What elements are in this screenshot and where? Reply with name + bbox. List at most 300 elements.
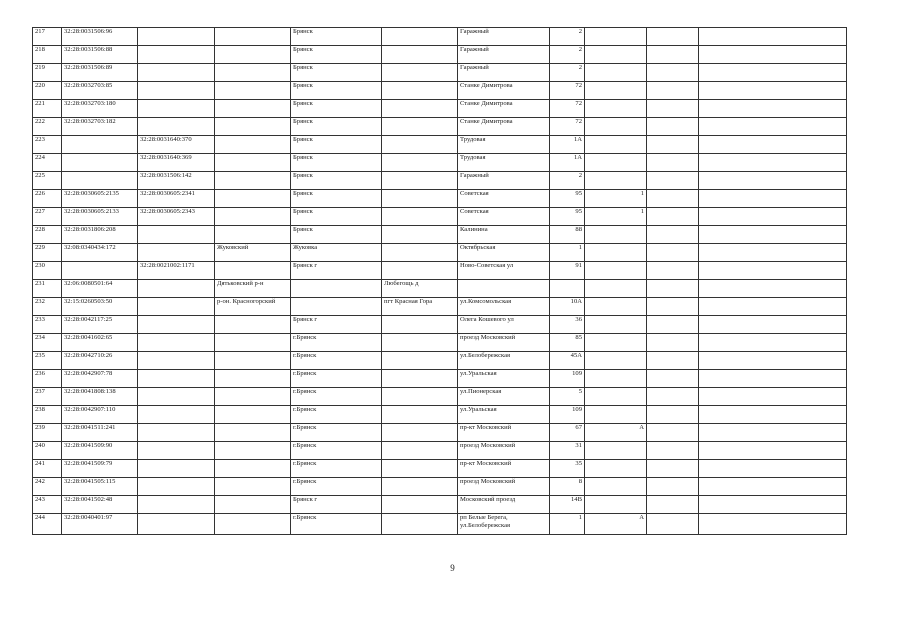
cadastral-number-cell: 32:28:0041505:115 <box>62 478 138 496</box>
letter-cell <box>647 370 699 388</box>
secondary-cadastral-cell <box>138 64 215 82</box>
secondary-cadastral-cell <box>138 280 215 298</box>
table-row <box>33 208 847 226</box>
table-row <box>33 460 847 478</box>
extra-cell <box>699 244 847 262</box>
street-cell: Гаражный <box>458 64 550 82</box>
letter-cell <box>647 136 699 154</box>
cadastral-number-cell <box>62 172 138 190</box>
house-number-cell: 91 <box>550 262 585 280</box>
table-row <box>33 244 847 262</box>
district-cell <box>215 334 291 352</box>
district-cell <box>215 460 291 478</box>
table-row <box>33 298 847 316</box>
city-cell: Брянск <box>291 172 382 190</box>
extra-cell <box>699 406 847 424</box>
district-cell <box>215 226 291 244</box>
street-cell: Октябрьская <box>458 244 550 262</box>
district-cell <box>215 118 291 136</box>
extra-cell <box>699 208 847 226</box>
extra-cell <box>699 28 847 46</box>
extra-cell <box>699 334 847 352</box>
building-cell: 1 <box>585 208 647 226</box>
table-row <box>33 496 847 514</box>
house-number-cell: 1А <box>550 136 585 154</box>
extra-cell <box>699 100 847 118</box>
table-row <box>33 388 847 406</box>
letter-cell <box>647 172 699 190</box>
table-row <box>33 424 847 442</box>
table-row <box>33 190 847 208</box>
settlement-cell <box>382 64 458 82</box>
letter-cell <box>647 316 699 334</box>
letter-cell <box>647 208 699 226</box>
letter-cell <box>647 460 699 478</box>
house-number-cell: 5 <box>550 388 585 406</box>
city-cell: Брянск <box>291 82 382 100</box>
district-cell <box>215 154 291 172</box>
cadastral-number-cell: 32:28:0042907:78 <box>62 370 138 388</box>
building-cell <box>585 370 647 388</box>
house-number-cell <box>550 280 585 298</box>
table-row <box>33 406 847 424</box>
house-number-cell: 2 <box>550 28 585 46</box>
city-cell <box>291 298 382 316</box>
secondary-cadastral-cell <box>138 460 215 478</box>
letter-cell <box>647 262 699 280</box>
house-number-cell: 1 <box>550 244 585 262</box>
cadastral-number-cell: 32:28:0031506:88 <box>62 46 138 64</box>
city-cell: Брянск <box>291 118 382 136</box>
cadastral-number-cell: 32:28:0042710:26 <box>62 352 138 370</box>
row-number-cell: 222 <box>33 118 62 136</box>
settlement-cell <box>382 154 458 172</box>
building-cell <box>585 64 647 82</box>
secondary-cadastral-cell <box>138 514 215 535</box>
city-cell: Брянск <box>291 28 382 46</box>
building-cell <box>585 316 647 334</box>
building-cell <box>585 280 647 298</box>
row-number-cell: 237 <box>33 388 62 406</box>
extra-cell <box>699 388 847 406</box>
city-cell <box>291 280 382 298</box>
district-cell <box>215 208 291 226</box>
secondary-cadastral-cell <box>138 118 215 136</box>
row-number-cell: 236 <box>33 370 62 388</box>
house-number-cell: 95 <box>550 190 585 208</box>
city-cell: г.Брянск <box>291 514 382 535</box>
row-number-cell: 229 <box>33 244 62 262</box>
cadastral-number-cell: 32:08:0340434:172 <box>62 244 138 262</box>
district-cell <box>215 370 291 388</box>
table-row <box>33 64 847 82</box>
cadastral-number-cell: 32:28:0041808:138 <box>62 388 138 406</box>
cadastral-number-cell: 32:28:0031806:208 <box>62 226 138 244</box>
row-number-cell: 244 <box>33 514 62 535</box>
extra-cell <box>699 280 847 298</box>
building-cell <box>585 262 647 280</box>
table-row <box>33 478 847 496</box>
house-number-cell: 2 <box>550 172 585 190</box>
settlement-cell <box>382 136 458 154</box>
secondary-cadastral-cell <box>138 244 215 262</box>
extra-cell <box>699 64 847 82</box>
settlement-cell <box>382 316 458 334</box>
table-row <box>33 442 847 460</box>
city-cell: Жуковка <box>291 244 382 262</box>
street-cell: Гаражный <box>458 46 550 64</box>
extra-cell <box>699 262 847 280</box>
cadastral-number-cell: 32:28:0032703:85 <box>62 82 138 100</box>
table-row <box>33 82 847 100</box>
street-cell: пр-кт Московский <box>458 460 550 478</box>
house-number-cell: 1 <box>550 514 585 535</box>
building-cell <box>585 100 647 118</box>
city-cell: Брянск г <box>291 262 382 280</box>
secondary-cadastral-cell <box>138 298 215 316</box>
house-number-cell: 35 <box>550 460 585 478</box>
cadastral-number-cell <box>62 262 138 280</box>
settlement-cell <box>382 172 458 190</box>
street-cell: Гаражный <box>458 172 550 190</box>
district-cell <box>215 442 291 460</box>
table-row <box>33 280 847 298</box>
district-cell <box>215 82 291 100</box>
cadastral-number-cell: 32:28:0040401:97 <box>62 514 138 535</box>
letter-cell <box>647 82 699 100</box>
district-cell <box>215 28 291 46</box>
table-row <box>33 316 847 334</box>
settlement-cell <box>382 424 458 442</box>
house-number-cell: 2 <box>550 64 585 82</box>
letter-cell <box>647 334 699 352</box>
settlement-cell <box>382 82 458 100</box>
secondary-cadastral-cell: 32:28:0030605:2343 <box>138 208 215 226</box>
settlement-cell <box>382 334 458 352</box>
extra-cell <box>699 82 847 100</box>
letter-cell <box>647 46 699 64</box>
table-row <box>33 352 847 370</box>
street-cell: ул.Белобережская <box>458 352 550 370</box>
city-cell: Брянск г <box>291 496 382 514</box>
street-cell: Трудовая <box>458 154 550 172</box>
district-cell <box>215 388 291 406</box>
settlement-cell <box>382 190 458 208</box>
settlement-cell: Любегощь д <box>382 280 458 298</box>
row-number-cell: 223 <box>33 136 62 154</box>
cadastral-number-cell: 32:28:0042907:110 <box>62 406 138 424</box>
letter-cell <box>647 280 699 298</box>
district-cell <box>215 478 291 496</box>
district-cell <box>215 262 291 280</box>
letter-cell <box>647 100 699 118</box>
row-number-cell: 233 <box>33 316 62 334</box>
street-cell: Трудовая <box>458 136 550 154</box>
street-cell: ул.Пионерская <box>458 388 550 406</box>
city-cell: Брянск <box>291 100 382 118</box>
cadastral-number-cell: 32:28:0041602:65 <box>62 334 138 352</box>
settlement-cell <box>382 118 458 136</box>
settlement-cell <box>382 262 458 280</box>
secondary-cadastral-cell: 32:28:0021002:1171 <box>138 262 215 280</box>
secondary-cadastral-cell <box>138 100 215 118</box>
building-cell <box>585 478 647 496</box>
settlement-cell <box>382 226 458 244</box>
district-cell <box>215 190 291 208</box>
city-cell: Брянск <box>291 64 382 82</box>
letter-cell <box>647 406 699 424</box>
secondary-cadastral-cell: 32:28:0031506:142 <box>138 172 215 190</box>
house-number-cell: 109 <box>550 370 585 388</box>
district-cell <box>215 424 291 442</box>
row-number-cell: 221 <box>33 100 62 118</box>
cadastral-number-cell: 32:28:0042117:25 <box>62 316 138 334</box>
cadastral-number-cell: 32:28:0031506:96 <box>62 28 138 46</box>
city-cell: Брянск <box>291 46 382 64</box>
street-cell: ул.Уральская <box>458 406 550 424</box>
building-cell <box>585 82 647 100</box>
secondary-cadastral-cell <box>138 406 215 424</box>
district-cell: Дятьковский р-н <box>215 280 291 298</box>
street-cell <box>458 280 550 298</box>
house-number-cell: 72 <box>550 118 585 136</box>
city-cell: г.Брянск <box>291 388 382 406</box>
row-number-cell: 226 <box>33 190 62 208</box>
table-row <box>33 262 847 280</box>
letter-cell <box>647 28 699 46</box>
house-number-cell: 95 <box>550 208 585 226</box>
cadastral-number-cell: 32:28:0041511:241 <box>62 424 138 442</box>
settlement-cell <box>382 514 458 535</box>
street-cell: пр-кт Московский <box>458 424 550 442</box>
building-cell <box>585 136 647 154</box>
extra-cell <box>699 154 847 172</box>
extra-cell <box>699 424 847 442</box>
row-number-cell: 234 <box>33 334 62 352</box>
letter-cell <box>647 352 699 370</box>
extra-cell <box>699 370 847 388</box>
row-number-cell: 240 <box>33 442 62 460</box>
secondary-cadastral-cell: 32:28:0031640:370 <box>138 136 215 154</box>
row-number-cell: 231 <box>33 280 62 298</box>
city-cell: г.Брянск <box>291 352 382 370</box>
page-number: 9 <box>450 563 455 573</box>
house-number-cell: 1А <box>550 154 585 172</box>
street-cell: Ново-Советская ул <box>458 262 550 280</box>
district-cell <box>215 136 291 154</box>
district-cell: р-он. Красногорский <box>215 298 291 316</box>
house-number-cell: 45А <box>550 352 585 370</box>
street-cell: Станке Димитрова <box>458 100 550 118</box>
letter-cell <box>647 478 699 496</box>
settlement-cell <box>382 46 458 64</box>
house-number-cell: 85 <box>550 334 585 352</box>
letter-cell <box>647 298 699 316</box>
table-row <box>33 514 847 535</box>
secondary-cadastral-cell <box>138 334 215 352</box>
street-cell: проезд Московский <box>458 442 550 460</box>
house-number-cell: 2 <box>550 46 585 64</box>
building-cell <box>585 406 647 424</box>
secondary-cadastral-cell: 32:28:0031640:369 <box>138 154 215 172</box>
row-number-cell: 239 <box>33 424 62 442</box>
city-cell: г.Брянск <box>291 442 382 460</box>
table-row <box>33 28 847 46</box>
building-cell: А <box>585 514 647 535</box>
secondary-cadastral-cell <box>138 388 215 406</box>
extra-cell <box>699 478 847 496</box>
extra-cell <box>699 118 847 136</box>
district-cell <box>215 172 291 190</box>
district-cell <box>215 352 291 370</box>
street-cell: проезд Московский <box>458 478 550 496</box>
settlement-cell <box>382 244 458 262</box>
secondary-cadastral-cell <box>138 424 215 442</box>
district-cell <box>215 316 291 334</box>
city-cell: г.Брянск <box>291 424 382 442</box>
city-cell: Брянск <box>291 136 382 154</box>
district-cell <box>215 100 291 118</box>
district-cell <box>215 406 291 424</box>
cadastral-number-cell: 32:28:0041502:48 <box>62 496 138 514</box>
house-number-cell: 109 <box>550 406 585 424</box>
table-row <box>33 46 847 64</box>
letter-cell <box>647 244 699 262</box>
street-cell: Гаражный <box>458 28 550 46</box>
row-number-cell: 232 <box>33 298 62 316</box>
building-cell: А <box>585 424 647 442</box>
letter-cell <box>647 442 699 460</box>
secondary-cadastral-cell <box>138 352 215 370</box>
building-cell <box>585 46 647 64</box>
row-number-cell: 238 <box>33 406 62 424</box>
secondary-cadastral-cell: 32:28:0030605:2341 <box>138 190 215 208</box>
house-number-cell: 14В <box>550 496 585 514</box>
cadastral-number-cell: 32:15:0260503:50 <box>62 298 138 316</box>
settlement-cell <box>382 442 458 460</box>
house-number-cell: 31 <box>550 442 585 460</box>
letter-cell <box>647 190 699 208</box>
row-number-cell: 218 <box>33 46 62 64</box>
house-number-cell: 88 <box>550 226 585 244</box>
row-number-cell: 219 <box>33 64 62 82</box>
building-cell <box>585 244 647 262</box>
building-cell <box>585 460 647 478</box>
cadastral-number-cell: 32:06:0080501:64 <box>62 280 138 298</box>
cadastral-number-cell: 32:28:0030605:2133 <box>62 208 138 226</box>
street-cell: Московский проезд <box>458 496 550 514</box>
building-cell <box>585 118 647 136</box>
letter-cell <box>647 496 699 514</box>
extra-cell <box>699 46 847 64</box>
street-cell: Советская <box>458 208 550 226</box>
settlement-cell <box>382 352 458 370</box>
house-number-cell: 72 <box>550 100 585 118</box>
extra-cell <box>699 190 847 208</box>
cadastral-number-cell <box>62 136 138 154</box>
settlement-cell <box>382 388 458 406</box>
secondary-cadastral-cell <box>138 46 215 64</box>
cadastral-number-cell <box>62 154 138 172</box>
secondary-cadastral-cell <box>138 442 215 460</box>
row-number-cell: 228 <box>33 226 62 244</box>
city-cell: г.Брянск <box>291 406 382 424</box>
extra-cell <box>699 298 847 316</box>
building-cell <box>585 496 647 514</box>
letter-cell <box>647 118 699 136</box>
row-number-cell: 217 <box>33 28 62 46</box>
street-cell: ул.Комсомольская <box>458 298 550 316</box>
letter-cell <box>647 388 699 406</box>
building-cell <box>585 334 647 352</box>
cadastral-number-cell: 32:28:0041509:79 <box>62 460 138 478</box>
row-number-cell: 235 <box>33 352 62 370</box>
city-cell: г.Брянск <box>291 460 382 478</box>
letter-cell <box>647 154 699 172</box>
settlement-cell <box>382 208 458 226</box>
secondary-cadastral-cell <box>138 316 215 334</box>
letter-cell <box>647 514 699 535</box>
letter-cell <box>647 64 699 82</box>
street-cell: Советская <box>458 190 550 208</box>
row-number-cell: 227 <box>33 208 62 226</box>
settlement-cell <box>382 460 458 478</box>
extra-cell <box>699 352 847 370</box>
building-cell <box>585 226 647 244</box>
street-cell: рп Белые Берега, ул.Белобережская <box>458 514 550 535</box>
cadastral-number-cell: 32:28:0041509:90 <box>62 442 138 460</box>
letter-cell <box>647 226 699 244</box>
extra-cell <box>699 136 847 154</box>
cadastral-number-cell: 32:28:0030605:2135 <box>62 190 138 208</box>
building-cell <box>585 298 647 316</box>
district-cell <box>215 46 291 64</box>
letter-cell <box>647 424 699 442</box>
extra-cell <box>699 226 847 244</box>
secondary-cadastral-cell <box>138 478 215 496</box>
table-row <box>33 226 847 244</box>
extra-cell <box>699 460 847 478</box>
street-cell: Олега Кошевого ул <box>458 316 550 334</box>
city-cell: Брянск <box>291 208 382 226</box>
cadastral-number-cell: 32:28:0032703:180 <box>62 100 138 118</box>
secondary-cadastral-cell <box>138 496 215 514</box>
table-row <box>33 154 847 172</box>
building-cell <box>585 442 647 460</box>
secondary-cadastral-cell <box>138 370 215 388</box>
settlement-cell <box>382 370 458 388</box>
extra-cell <box>699 172 847 190</box>
settlement-cell <box>382 406 458 424</box>
row-number-cell: 225 <box>33 172 62 190</box>
street-cell: Станке Димитрова <box>458 118 550 136</box>
district-cell <box>215 514 291 535</box>
table-row <box>33 118 847 136</box>
house-number-cell: 72 <box>550 82 585 100</box>
city-cell: г.Брянск <box>291 478 382 496</box>
city-cell: г.Брянск <box>291 370 382 388</box>
settlement-cell <box>382 100 458 118</box>
cadastral-number-cell: 32:28:0031506:89 <box>62 64 138 82</box>
secondary-cadastral-cell <box>138 226 215 244</box>
row-number-cell: 230 <box>33 262 62 280</box>
settlement-cell <box>382 28 458 46</box>
extra-cell <box>699 514 847 535</box>
table-row <box>33 100 847 118</box>
street-cell: Калинина <box>458 226 550 244</box>
street-cell: Станке Димитрова <box>458 82 550 100</box>
table-row <box>33 334 847 352</box>
